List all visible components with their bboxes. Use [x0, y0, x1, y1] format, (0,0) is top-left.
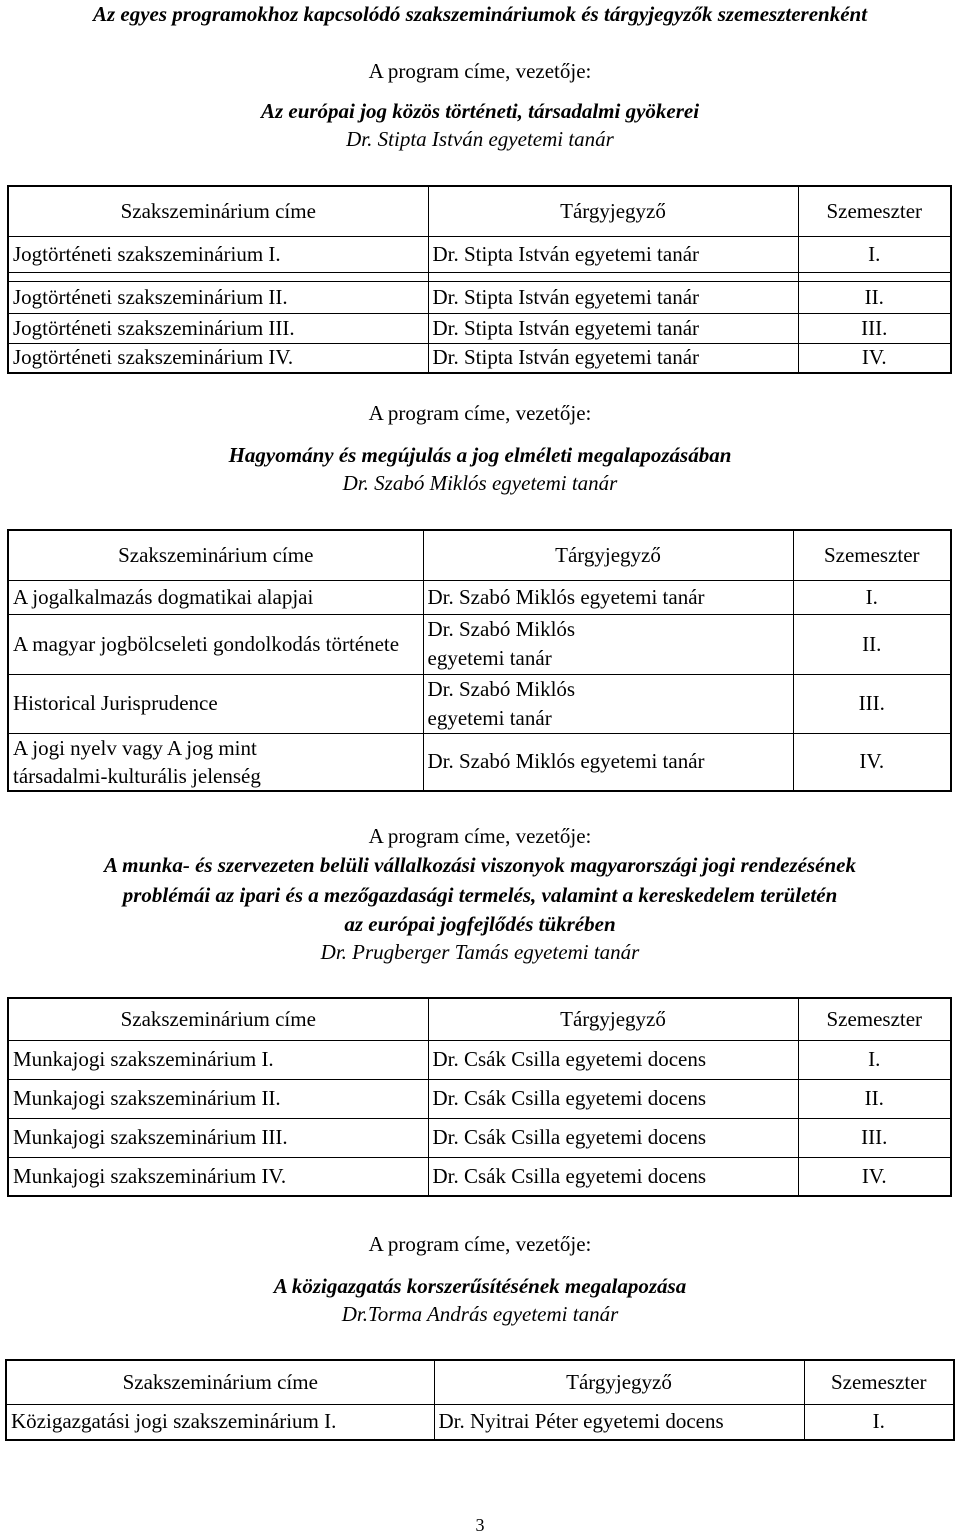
seminar-title: Historical Jurisprudence [8, 674, 423, 733]
seminar-semester: III. [798, 313, 951, 343]
table-row [8, 1157, 951, 1196]
seminar-responsible: Dr. Csák Csilla egyetemi docens [428, 1040, 798, 1079]
seminar-responsible: Dr. Csák Csilla egyetemi docens [428, 1157, 798, 1196]
seminar-responsible: Dr. Csák Csilla egyetemi docens [428, 1079, 798, 1118]
table-row [8, 1040, 951, 1079]
page-heading: Az egyes programokhoz kapcsolódó szakszemináriumok és tárgyjegyzők szemeszterenként [92, 2, 868, 26]
table-row [6, 1404, 954, 1440]
table-header-row [8, 998, 951, 1040]
program-4-leader: Dr.Torma András egyetemi tanár [341, 1302, 619, 1326]
seminar-title: A jogalkalmazás dogmatikai alapjai [8, 580, 423, 614]
table-header-row [6, 1360, 954, 1404]
seminar-semester: IV. [793, 733, 951, 791]
table-row [8, 674, 951, 733]
table-row [8, 733, 951, 791]
column-header-title: Szakszeminárium címe [8, 186, 428, 236]
page-number: 3 [475, 1515, 485, 1535]
table-header-row [8, 186, 951, 236]
seminar-title: Munkajogi szakszeminárium I. [8, 1040, 428, 1079]
column-header-semester: Szemeszter [804, 1360, 954, 1404]
seminar-title: Jogtörténeti szakszeminárium IV. [8, 343, 428, 373]
table-row [8, 313, 951, 343]
seminar-semester: II. [793, 614, 951, 674]
column-header-responsible: Tárgyjegyző [428, 186, 798, 236]
seminar-semester: III. [793, 674, 951, 733]
seminar-title: Munkajogi szakszeminárium III. [8, 1118, 428, 1157]
row-gap [8, 272, 951, 281]
program-1-label: A program címe, vezetője: [368, 59, 592, 83]
seminar-semester: IV. [798, 1157, 951, 1196]
program-1-table [7, 185, 952, 374]
column-header-responsible: Tárgyjegyző [428, 998, 798, 1040]
column-header-responsible: Tárgyjegyző [434, 1360, 804, 1404]
seminar-responsible: Dr. Nyitrai Péter egyetemi docens [434, 1404, 804, 1440]
program-4-label: A program címe, vezetője: [368, 1232, 592, 1256]
column-header-title: Szakszeminárium címe [8, 530, 423, 580]
program-3-title-line-2: problémái az ipari és a mezőgazdasági termelés, valamint a kereskedelem területén [122, 883, 838, 907]
column-header-title: Szakszeminárium címe [6, 1360, 434, 1404]
table-row [8, 1118, 951, 1157]
seminar-title: Jogtörténeti szakszeminárium III. [8, 313, 428, 343]
program-3-table [7, 997, 952, 1197]
program-3-title-line-1: A munka- és szervezeten belüli vállalkozási viszonyok magyarországi jogi rendezésének [104, 853, 856, 877]
column-header-semester: Szemeszter [793, 530, 951, 580]
table-header-row [8, 530, 951, 580]
seminar-responsible: Dr. Stipta István egyetemi tanár [428, 343, 798, 373]
seminar-title: Jogtörténeti szakszeminárium II. [8, 281, 428, 313]
seminar-responsible: Dr. Szabó Miklós egyetemi tanár [423, 674, 793, 733]
program-1-leader: Dr. Stipta István egyetemi tanár [346, 127, 614, 151]
seminar-responsible: Dr. Stipta István egyetemi tanár [428, 236, 798, 272]
seminar-responsible: Dr. Szabó Miklós egyetemi tanár [423, 614, 793, 674]
table-row [8, 236, 951, 272]
seminar-title: A jogi nyelv vagy A jog mint társadalmi-kulturális jelenség [8, 733, 423, 791]
program-2-table [7, 529, 952, 792]
table-row [8, 580, 951, 614]
seminar-title: Jogtörténeti szakszeminárium I. [8, 236, 428, 272]
seminar-semester: II. [798, 281, 951, 313]
seminar-title: Munkajogi szakszeminárium IV. [8, 1157, 428, 1196]
column-header-semester: Szemeszter [798, 998, 951, 1040]
program-3-leader: Dr. Prugberger Tamás egyetemi tanár [320, 940, 640, 964]
table-row [8, 343, 951, 373]
seminar-responsible: Dr. Csák Csilla egyetemi docens [428, 1118, 798, 1157]
program-4-title: A közigazgatás korszerűsítésének megalapozása [273, 1274, 687, 1298]
seminar-semester: II. [798, 1079, 951, 1118]
seminar-title: A magyar jogbölcseleti gondolkodás története [8, 614, 423, 674]
seminar-responsible: Dr. Szabó Miklós egyetemi tanár [423, 733, 793, 791]
table-row [8, 281, 951, 313]
seminar-semester: I. [798, 236, 951, 272]
program-2-title: Hagyomány és megújulás a jog elméleti megalapozásában [228, 443, 732, 467]
program-2-label: A program címe, vezetője: [368, 401, 592, 425]
column-header-semester: Szemeszter [798, 186, 951, 236]
seminar-semester: I. [793, 580, 951, 614]
seminar-semester: I. [798, 1040, 951, 1079]
seminar-title: Közigazgatási jogi szakszeminárium I. [6, 1404, 434, 1440]
program-4-table [5, 1359, 955, 1441]
table-row [8, 1079, 951, 1118]
column-header-responsible: Tárgyjegyző [423, 530, 793, 580]
seminar-responsible: Dr. Stipta István egyetemi tanár [428, 313, 798, 343]
seminar-semester: I. [804, 1404, 954, 1440]
program-1-title: Az európai jog közös történeti, társadalmi gyökerei [260, 99, 700, 123]
table-row [8, 614, 951, 674]
column-header-title: Szakszeminárium címe [8, 998, 428, 1040]
program-3-label: A program címe, vezetője: [368, 824, 592, 848]
program-2-leader: Dr. Szabó Miklós egyetemi tanár [342, 471, 618, 495]
program-3-title-line-3: az európai jogfejlődés tükrében [344, 912, 616, 936]
seminar-title: Munkajogi szakszeminárium II. [8, 1079, 428, 1118]
seminar-responsible: Dr. Stipta István egyetemi tanár [428, 281, 798, 313]
seminar-semester: IV. [798, 343, 951, 373]
seminar-responsible: Dr. Szabó Miklós egyetemi tanár [423, 580, 793, 614]
seminar-semester: III. [798, 1118, 951, 1157]
